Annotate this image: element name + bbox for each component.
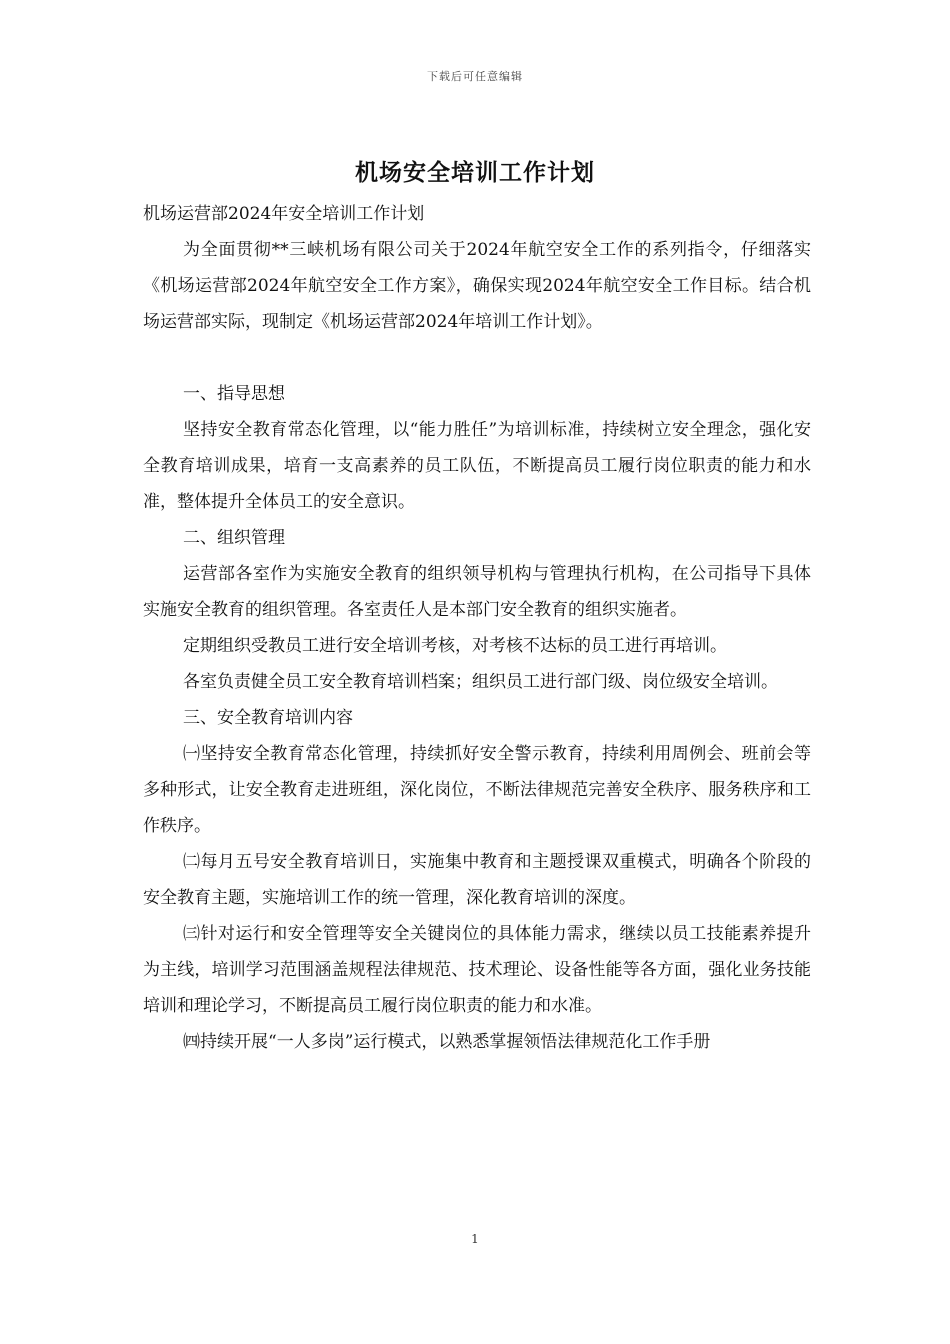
paragraph-intro: 为全面贯彻**三峡机场有限公司关于2024年航空安全工作的系列指令，仔细落实《机场运营部2024年航空安全工作方案》，确保实现2024年航空安全工作目标。结合机场运营部实际，现制定《机场运营部2024年培训工作计划》。 <box>143 240 811 332</box>
paragraph-archives: 各室负责健全员工安全教育培训档案；组织员工进行部门级、岗位级安全培训。 <box>183 672 778 692</box>
blank-line <box>143 340 811 376</box>
document-body <box>143 196 811 1060</box>
subtitle: 机场运营部2024年安全培训工作计划 <box>143 204 425 224</box>
header-note: 下载后可任意编辑 <box>427 70 523 83</box>
paragraph-item-3: ㈢针对运行和安全管理等安全关键岗位的具体能力需求，继续以员工技能素养提升为主线，培训学习范围涵盖规程法律规范、技术理论、设备性能等各方面，强化业务技能培训和理论学习，不断提高员工履行岗位职责的能力和水准。 <box>143 924 811 1016</box>
document-title: 机场安全培训工作计划 <box>355 159 595 186</box>
section-heading-guiding-ideology: 一、指导思想 <box>183 384 285 404</box>
paragraph-organization: 运营部各室作为实施安全教育的组织领导机构与管理执行机构，在公司指导下具体实施安全教育的组织管理。各室责任人是本部门安全教育的组织实施者。 <box>143 564 811 620</box>
paragraph-assessment: 定期组织受教员工进行安全培训考核，对考核不达标的员工进行再培训。 <box>183 636 727 656</box>
paragraph-guiding-ideology: 坚持安全教育常态化管理，以“能力胜任”为培训标准，持续树立安全理念，强化安全教育培训成果，培育一支高素养的员工队伍，不断提高员工履行岗位职责的能力和水准，整体提升全体员工的安全意识。 <box>143 420 811 512</box>
page-number: 1 <box>471 1232 479 1246</box>
section-heading-training-content: 三、安全教育培训内容 <box>183 708 353 728</box>
paragraph-item-4: ㈣持续开展“一人多岗”运行模式，以熟悉掌握领悟法律规范化工作手册 <box>183 1032 711 1052</box>
paragraph-item-2: ㈡每月五号安全教育培训日，实施集中教育和主题授课双重模式，明确各个阶段的安全教育主题，实施培训工作的统一管理，深化教育培训的深度。 <box>143 852 811 908</box>
paragraph-item-1: ㈠坚持安全教育常态化管理，持续抓好安全警示教育，持续利用周例会、班前会等多种形式，让安全教育走进班组，深化岗位，不断法律规范完善安全秩序、服务秩序和工作秩序。 <box>143 744 811 836</box>
section-heading-organization: 二、组织管理 <box>183 528 285 548</box>
